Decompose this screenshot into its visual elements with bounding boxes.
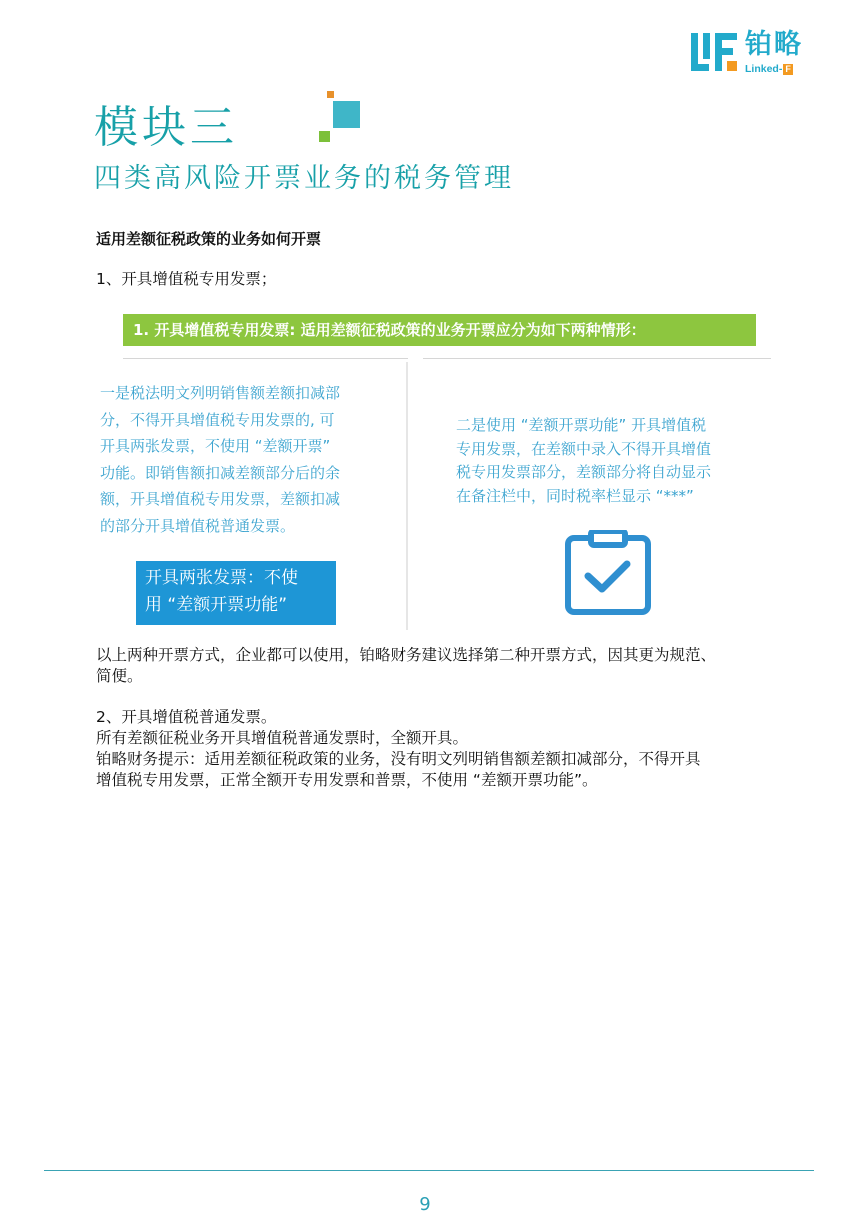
linked-f-logo-icon xyxy=(691,33,737,71)
item-1-heading: 1、开具增值税专用发票； xyxy=(96,270,277,288)
logo-f-badge: F xyxy=(785,64,791,74)
module-subtitle: 四类高风险开票业务的税务管理 xyxy=(94,163,514,194)
item-2-heading: 2、开具增值税普通发票。 xyxy=(96,708,277,726)
case-one-text xyxy=(100,380,398,539)
divider-vertical xyxy=(406,362,408,630)
decor-square-teal xyxy=(333,101,360,128)
case-one-line: 额，开具增值税专用发票，差额扣减 xyxy=(100,490,341,508)
logo-name-en xyxy=(745,63,793,75)
paragraph-line: 以上两种开票方式，企业都可以使用，铂略财务建议选择第二种开票方式，因其更为规范、 xyxy=(96,646,717,664)
paragraph-recommendation xyxy=(96,645,796,687)
case-one-line: 分，不得开具增值税专用发票的, 可 xyxy=(100,410,335,429)
summary-line: 开具两张发票：不使 xyxy=(145,568,298,588)
module-title: 模块三 xyxy=(94,102,238,153)
case-two-line: 专用发票，在差额中录入不得开具增值 xyxy=(456,439,712,458)
page-number: 9 xyxy=(419,1194,431,1215)
case-two-line: 税专用发票部分，差额部分将自动显示 xyxy=(456,463,712,481)
summary-line: 用 “差额开票功能” xyxy=(145,595,288,615)
decor-square-orange xyxy=(327,91,334,98)
divider-left xyxy=(123,358,408,359)
paragraph-line: 简便。 xyxy=(96,667,143,685)
decor-square-green xyxy=(319,131,330,142)
case-two-text xyxy=(456,414,766,508)
paragraph-line: 铂略财务提示：适用差额征税政策的业务，没有明文列明销售额差额扣减部分，不得开具 xyxy=(96,750,701,768)
paragraph-line: 增值税专用发票，正常全额开专用发票和普票，不使用 “差额开票功能”。 xyxy=(96,771,598,789)
section-heading: 适用差额征税政策的业务如何开票 xyxy=(96,230,322,248)
logo-name-en-text: Linked- xyxy=(745,63,783,75)
paragraph-ordinary-invoice xyxy=(96,707,796,791)
case-one-summary-box xyxy=(136,561,336,625)
clipboard-check-icon xyxy=(564,530,652,616)
case-one-line: 功能。即销售额扣减差额部分后的余 xyxy=(100,463,341,482)
logo-name-cn: 铂略 xyxy=(745,29,803,60)
case-two-line: 在备注栏中，同时税率栏显示 “***” xyxy=(456,486,694,505)
infographic-banner: 1. 开具增值税专用发票: 适用差额征税政策的业务开票应分为如下两种情形： xyxy=(123,314,756,346)
case-one-line: 开具两张发票，不使用 “差额开票” xyxy=(100,437,331,455)
case-two-line: 二是使用 “差额开票功能” 开具增值税 xyxy=(456,416,707,434)
footer-divider xyxy=(44,1170,814,1171)
case-one-line: 的部分开具增值税普通发票。 xyxy=(100,516,296,535)
case-one-line: 一是税法明文列明销售额差额扣减部 xyxy=(100,384,341,402)
paragraph-line: 所有差额征税业务开具增值税普通发票时，全额开具。 xyxy=(96,729,469,747)
divider-right xyxy=(423,358,771,359)
